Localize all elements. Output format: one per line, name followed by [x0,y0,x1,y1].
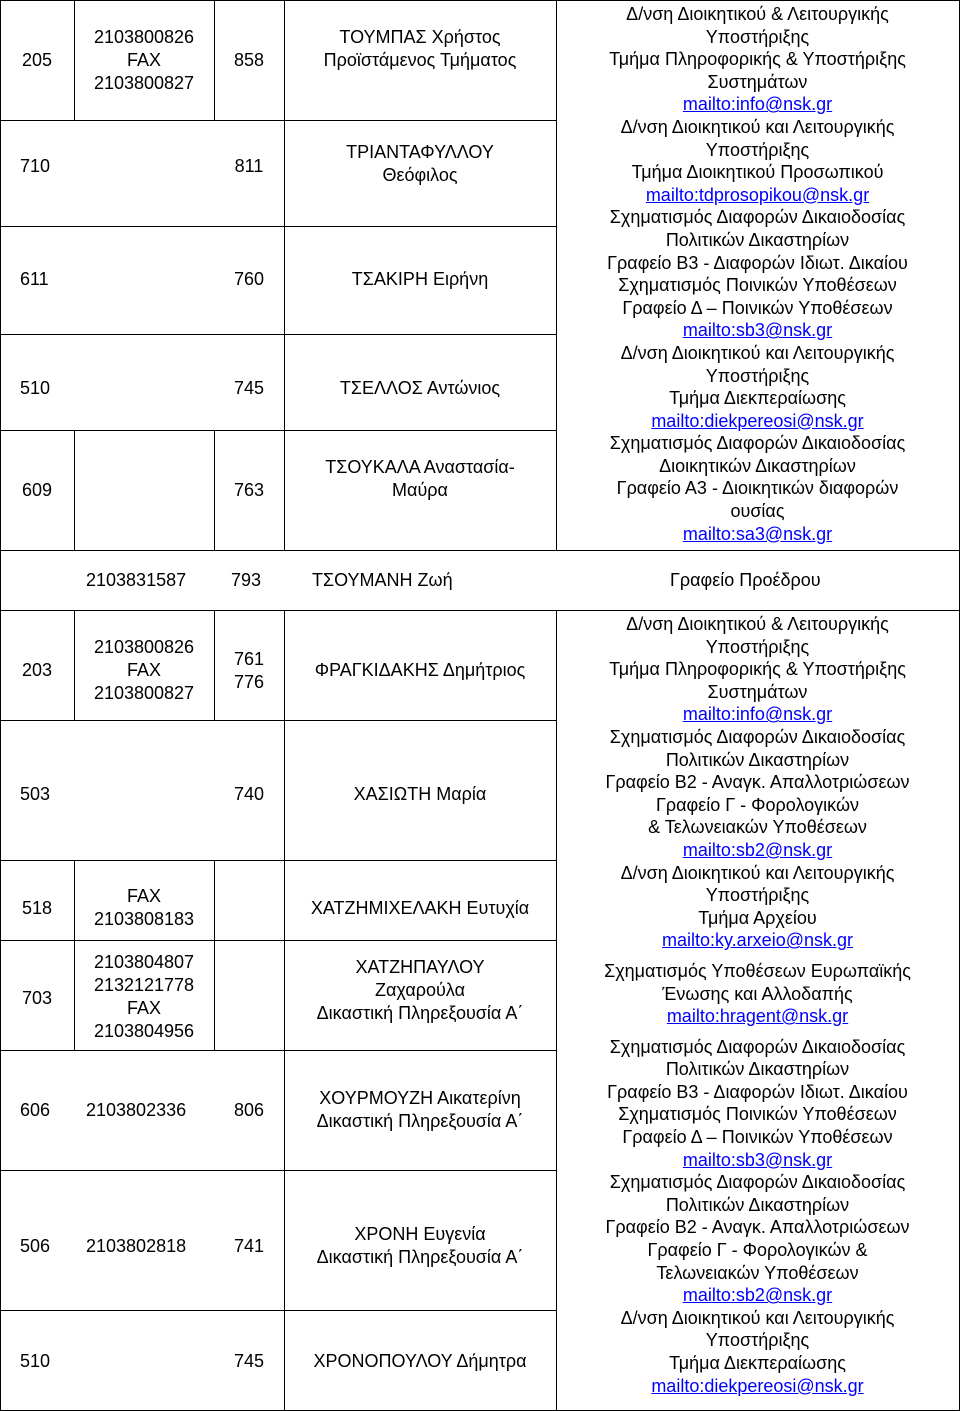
name-line: ΧΡΟΝΟΠΟΥΛΟΥ Δήμητρα [313,1351,527,1371]
row-phone [74,26,214,95]
row-ext [214,648,284,694]
phone-line: FAX [126,886,161,906]
name-line: ΧΡΟΝΗ Ευγενία [354,1224,486,1244]
department-line: Γραφείο Δ – Ποινικών Υποθέσεων [622,1127,893,1148]
email-link[interactable]: mailto:hragent@nsk.gr [666,1006,849,1027]
department-line: ουσίας [730,501,785,522]
phone-line: 2103800827 [93,683,195,703]
department-line: Πολιτικών Δικαστηρίων [665,1059,850,1080]
row-name [284,659,556,682]
row-name [284,897,556,920]
single-row-ext: 793 [231,570,262,590]
name-line: ΧΟΥΡΜΟΥΖΗ Αικατερίνη [319,1088,521,1108]
email-link[interactable]: mailto:sb2@nsk.gr [682,839,833,860]
department-line: Γραφείο Β2 - Αναγκ. Απαλλοτριώσεων [605,772,910,793]
department-line: Υποστήριξης [705,1330,810,1351]
department-line: Γραφείο Γ - Φορολογικών [655,794,860,815]
department-line: Τμήμα Διοικητικού Προσωπικού [631,162,884,183]
department-line: & Τελωνειακών Υποθέσεων [648,817,867,838]
department-line: Πολιτικών Δικαστηρίων [665,749,850,770]
row-ext: 811 [234,156,264,176]
row-ext: 760 [233,269,265,289]
name-line: ΧΑΤΖΗΜΙΧΕΛΑΚΗ Ευτυχία [310,898,530,918]
row-name [284,456,556,502]
department-line: Σχηματισμός Διαφορών Δικαιοδοσίας [609,207,906,228]
department-line: Δ/νση Διοικητικού και Λειτουργικής [620,342,895,363]
department-line: Τμήμα Πληροφορικής & Υποστήριξης [609,49,906,70]
row-ext [214,1350,284,1373]
department-line: Γραφείο Β2 - Αναγκ. Απαλλοτριώσεων [605,1217,910,1238]
department-line: Υποστήριξης [705,365,810,386]
name-line: ΤΡΙΑΝΤΑΦΥΛΛΟΥ [346,142,494,162]
row-phone [74,636,214,705]
department-line: Σχηματισμός Ποινικών Υποθέσεων [618,275,897,296]
department-line: Σχηματισμός Διαφορών Δικαιοδοσίας [609,433,906,454]
name-line: ΧΑΣΙΩΤΗ Μαρία [353,784,487,804]
name-line: Δικαστική Πληρεξουσία Α΄ [316,1111,524,1131]
name-line: ΤΣΟΥΚΑΛΑ Αναστασία- [325,457,515,477]
ext-line: 776 [233,672,265,692]
row-ext: 858 [233,50,265,70]
department-line: Γραφείο Α3 - Διοικητικών διαφορών [616,478,899,499]
row-code: 703 [21,988,53,1008]
phone-line: FAX [126,998,161,1018]
single-row-department: Γραφείο Προέδρου [670,570,821,590]
email-link[interactable]: mailto:info@nsk.gr [682,704,833,725]
email-link[interactable]: mailto:sb3@nsk.gr [682,1149,833,1170]
name-line: Δικαστική Πληρεξουσία Α΄ [316,1247,524,1267]
ext-line: 761 [233,649,265,669]
row-code: 506 [20,1236,51,1256]
department-line: Δ/νση Διοικητικού και Λειτουργικής [620,862,895,883]
department-line: Γραφείο Δ – Ποινικών Υποθέσεων [622,297,893,318]
department-line: Τμήμα Πληροφορικής & Υποστήριξης [609,659,906,680]
name-line: Δικαστική Πληρεξουσία Α΄ [316,1003,524,1023]
row-code: 606 [20,1100,51,1120]
row-ext: 745 [233,378,265,398]
ext-line: 806 [233,1100,265,1120]
row-name [284,1087,556,1133]
department-line: Συστημάτων [707,681,808,702]
department-line: Γραφείο Γ - Φορολογικών & [647,1240,868,1261]
name-line: Θεόφιλος [382,165,458,185]
row-code: 510 [20,1351,51,1371]
ext-line: 745 [233,1351,265,1371]
phone-line: 2103808183 [93,909,195,929]
row-code: 203 [21,660,53,680]
department-line: Σχηματισμός Διαφορών Δικαιοδοσίας [609,726,906,747]
name-line: ΤΣΕΛΛΟΣ Αντώνιος [339,378,501,398]
department-line: Τμήμα Διεκπεραίωσης [669,1353,846,1373]
row-ext [214,1099,284,1122]
phone-line: 2103800827 [93,73,195,93]
row-phone [74,885,214,931]
row-name [284,377,556,400]
department-line: Διοικητικών Δικαστηρίων [659,455,856,476]
phone-line: 2103804807 [93,952,195,972]
row-name [284,141,556,187]
email-link[interactable]: mailto:diekpereosi@nsk.gr [651,410,864,431]
department-line: Τμήμα Αρχείου [698,907,817,928]
email-link[interactable]: mailto:ky.arxeio@nsk.gr [662,930,853,951]
phone-line: FAX [126,660,161,680]
department-line: Δ/νση Διοικητικού και Λειτουργικής [620,116,895,137]
department-line: Γραφείο Β3 - Διαφορών Ιδιωτ. Δικαίου [607,252,908,273]
department-line: Υποστήριξης [705,636,810,657]
email-link[interactable]: mailto:sb3@nsk.gr [682,320,833,341]
email-link[interactable]: mailto:sb2@nsk.gr [682,1285,833,1306]
ext-line: 740 [233,784,265,804]
name-line: ΦΡΑΓΚΙΔΑΚΗΣ Δημήτριος [314,660,526,680]
row-code: 710 [20,156,51,176]
phone-line: 2103802336 [86,1100,187,1120]
phone-line: 2103800826 [93,637,195,657]
department-line: Τμήμα Διεκπεραίωσης [669,388,846,409]
department-line: Πολιτικών Δικαστηρίων [665,1194,850,1215]
row-code: 518 [21,898,53,918]
department-line: Σχηματισμός Ποινικών Υποθέσεων [618,1104,897,1125]
ext-line: 741 [233,1236,265,1256]
department-line: Υποστήριξης [705,139,810,160]
single-row-name: ΤΣΟΥΜΑΝΗ Ζωή [312,570,453,590]
row-ext [214,783,284,806]
name-line: Προϊστάμενος Τμήματος [323,50,517,70]
row-ext [214,1235,284,1258]
phone-line: FAX [126,50,161,70]
email-link[interactable]: mailto:tdprosopikou@nsk.gr [645,184,870,205]
phone-line: 2103802818 [86,1236,187,1256]
row-phone [86,1099,186,1122]
row-code: 611 [20,269,49,289]
phone-line: 2103800826 [93,27,195,47]
department-line: Δ/νση Διοικητικού & Λειτουργικής [626,4,889,24]
name-line: ΤΣΑΚΙΡΗ Ειρήνη [351,269,489,289]
row-name [284,1223,556,1269]
department-list [556,613,959,1397]
department-line: Γραφείο Β3 - Διαφορών Ιδιωτ. Δικαίου [607,1081,908,1102]
row-ext: 763 [233,480,265,500]
row-phone [86,1235,186,1258]
department-line: Ένωσης και Αλλοδαπής [662,983,853,1004]
department-line: Δ/νση Διοικητικού & Λειτουργικής [626,614,889,634]
email-link[interactable]: mailto:diekpereosi@nsk.gr [651,1375,864,1396]
row-name [284,956,556,1025]
email-link[interactable]: mailto:info@nsk.gr [682,94,833,115]
department-line: Υποστήριξης [705,26,810,47]
department-line: Σχηματισμός Υποθέσεων Ευρωπαϊκής [604,960,911,981]
name-line: Μαύρα [392,480,448,500]
email-link[interactable]: mailto:sa3@nsk.gr [682,523,833,544]
department-line: Συστημάτων [707,71,808,92]
department-line: Υποστήριξης [705,885,810,906]
name-line: ΤΟΥΜΠΑΣ Χρήστος [339,27,501,47]
row-name [284,268,556,291]
department-line: Σχηματισμός Διαφορών Δικαιοδοσίας [609,1172,906,1193]
name-line: Ζαχαρούλα [375,980,465,1000]
department-line: Τελωνειακών Υποθέσεων [656,1262,859,1283]
row-name [284,26,556,72]
row-name [284,783,556,806]
row-code: 503 [20,784,51,804]
row-code: 205 [21,50,53,70]
department-line: Πολιτικών Δικαστηρίων [665,229,850,250]
department-list [556,3,959,545]
department-line: Δ/νση Διοικητικού και Λειτουργικής [620,1307,895,1328]
single-row-phone: 2103831587 [86,570,187,590]
row-name [284,1350,556,1373]
row-code: 510 [20,378,51,398]
department-line: Σχηματισμός Διαφορών Δικαιοδοσίας [609,1036,906,1057]
phone-line: 2103804956 [93,1021,195,1041]
name-line: ΧΑΤΖΗΠΑΥΛΟΥ [355,957,485,977]
row-phone [74,951,214,1043]
phone-line: 2132121778 [93,975,195,995]
row-code: 609 [21,480,53,500]
